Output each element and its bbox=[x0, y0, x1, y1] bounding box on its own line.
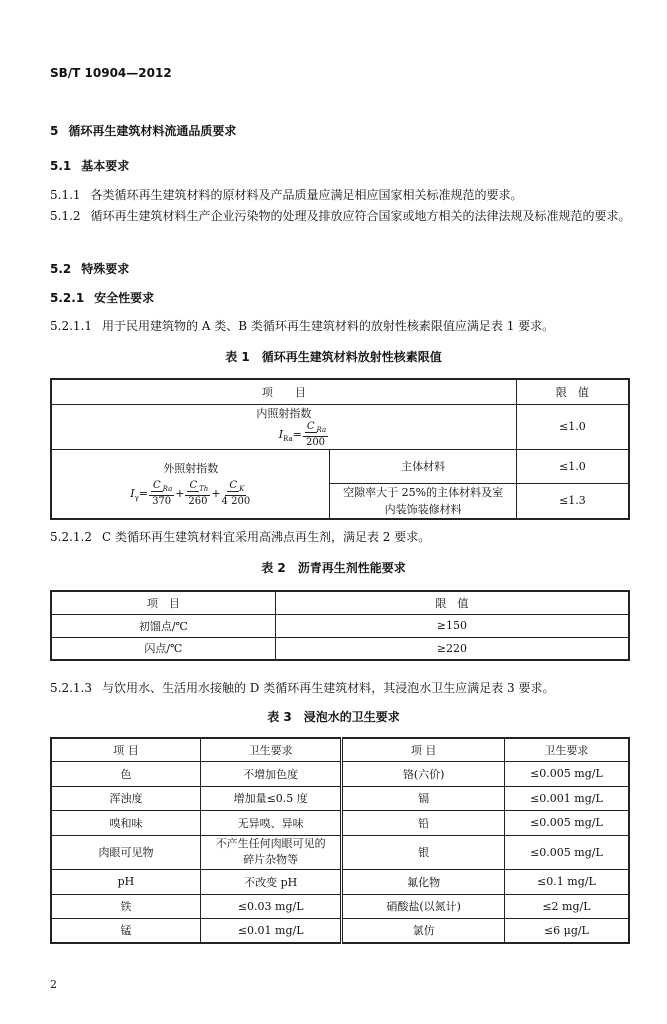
table-row bbox=[51, 449, 629, 483]
formula-subscript: Ra bbox=[283, 434, 293, 443]
table-header-row bbox=[51, 591, 629, 614]
table-cell: 初馏点/℃ bbox=[51, 614, 275, 637]
table-cell: 银 bbox=[342, 835, 504, 869]
internal-index-cell bbox=[51, 404, 516, 449]
formula-symbol: C bbox=[229, 479, 238, 491]
table-cell: 不增加色度 bbox=[200, 761, 342, 786]
table-row bbox=[51, 786, 629, 810]
limit-cell: ≤1.0 bbox=[516, 449, 629, 483]
header-item: 项 目 bbox=[51, 379, 516, 404]
header-cell: 项 目 bbox=[342, 738, 504, 761]
table-row bbox=[51, 918, 629, 943]
table-cell: 硝酸盐(以氮计) bbox=[342, 894, 504, 918]
table-cell: 嗅和味 bbox=[51, 810, 200, 835]
table-cell: 浑浊度 bbox=[51, 786, 200, 810]
table-cell: 镉 bbox=[342, 786, 504, 810]
table-cell: 不产生任何肉眼可见的碎片杂物等 bbox=[200, 835, 342, 869]
table-row bbox=[51, 614, 629, 637]
header-cell: 卫生要求 bbox=[504, 738, 629, 761]
table-cell: 增加量≤0.5 度 bbox=[200, 786, 342, 810]
standard-code: SB/T 10904—2012 bbox=[50, 66, 172, 80]
table-cell: 氯仿 bbox=[342, 918, 504, 943]
clause-number: 5.2.1.3 bbox=[50, 681, 92, 695]
clause-5-2-1-3 bbox=[50, 678, 635, 699]
table-header-row bbox=[51, 738, 629, 761]
table-2 bbox=[50, 590, 630, 661]
table-cell: ≤0.01 mg/L bbox=[200, 918, 342, 943]
clause-text: C 类循环再生建筑材料宜采用高沸点再生剂，满足表 2 要求。 bbox=[101, 530, 431, 544]
formula-subscript: Th bbox=[199, 484, 209, 493]
material-cell: 主体材料 bbox=[330, 449, 516, 483]
header-cell: 卫生要求 bbox=[200, 738, 342, 761]
table-cell: 铬(六价) bbox=[342, 761, 504, 786]
table-cell: ≥220 bbox=[275, 637, 629, 660]
formula-symbol: C bbox=[189, 479, 198, 491]
section-5-2-1-heading bbox=[50, 289, 154, 306]
clause-5-1-2 bbox=[50, 206, 635, 227]
table-cell: ≤0.1 mg/L bbox=[504, 869, 629, 894]
table-row bbox=[51, 810, 629, 835]
section-5-2-heading bbox=[50, 260, 129, 277]
material-cell: 空隙率大于 25%的主体材料及室内装饰装修材料 bbox=[330, 483, 516, 519]
clause-text: 用于民用建筑物的 A 类、B 类循环再生建筑材料的放射性核素限值应满足表 1 要求。 bbox=[101, 319, 555, 333]
table-row bbox=[51, 835, 629, 869]
table-cell: 肉眼可见物 bbox=[51, 835, 200, 869]
section-5-1-heading bbox=[50, 157, 129, 174]
formula-symbol: I bbox=[278, 427, 284, 441]
header-limit: 限 值 bbox=[516, 379, 629, 404]
section-title: 基本要求 bbox=[81, 159, 130, 173]
clause-text: 循环再生建筑材料生产企业污染物的处理及排放应符合国家或地方相关的法律法规及标准规范的要求。 bbox=[90, 209, 631, 223]
clause-text: 各类循环再生建筑材料的原材料及产品质量应满足相应国家相关标准规范的要求。 bbox=[90, 188, 523, 202]
formula-symbol: C bbox=[306, 420, 315, 432]
table-1-title: 表 1 循环再生建筑材料放射性核素限值 bbox=[225, 350, 442, 364]
section-number: 5.2.1 bbox=[50, 291, 85, 305]
formula-denominator: 200 bbox=[305, 436, 326, 448]
table-cell: ≤0.005 mg/L bbox=[504, 810, 629, 835]
formula-subscript: γ bbox=[134, 493, 139, 502]
clause-number: 5.2.1.2 bbox=[50, 530, 92, 544]
table-cell: pH bbox=[51, 869, 200, 894]
section-number: 5 bbox=[50, 124, 59, 138]
table-cell: ≤0.03 mg/L bbox=[200, 894, 342, 918]
clause-5-2-1-1 bbox=[50, 316, 635, 337]
table-cell: ≤0.001 mg/L bbox=[504, 786, 629, 810]
table-cell: ≤2 mg/L bbox=[504, 894, 629, 918]
formula-symbol: I bbox=[130, 486, 135, 500]
clause-number: 5.2.1.1 bbox=[50, 319, 92, 333]
section-title: 特殊要求 bbox=[81, 262, 130, 276]
formula-subscript: Ra bbox=[162, 484, 173, 493]
table-3 bbox=[50, 737, 630, 944]
clause-5-2-1-2 bbox=[50, 527, 635, 548]
table-cell: ≤0.005 mg/L bbox=[504, 761, 629, 786]
table-row bbox=[51, 404, 629, 449]
header-cell: 限 值 bbox=[275, 591, 629, 614]
section-number: 5.2 bbox=[50, 262, 72, 276]
table-header-row bbox=[51, 379, 629, 404]
header-cell: 项 目 bbox=[51, 738, 200, 761]
table-cell: ≤6 μg/L bbox=[504, 918, 629, 943]
table-2-title: 表 2 沥青再生剂性能要求 bbox=[261, 561, 406, 575]
table-cell: 铁 bbox=[51, 894, 200, 918]
table-3-title: 表 3 浸泡水的卫生要求 bbox=[267, 710, 400, 724]
table-row bbox=[51, 869, 629, 894]
clause-number: 5.1.2 bbox=[50, 209, 81, 223]
table-cell: ≤0.005 mg/L bbox=[504, 835, 629, 869]
table-cell: 铅 bbox=[342, 810, 504, 835]
internal-index-label: 内照射指数 bbox=[256, 406, 312, 420]
limit-cell: ≤1.3 bbox=[516, 483, 629, 519]
clause-text: 与饮用水、生活用水接触的 D 类循环再生建筑材料，其浸泡水卫生应满足表 3 要求。 bbox=[101, 681, 555, 695]
clause-number: 5.1.1 bbox=[50, 188, 81, 202]
table-cell: 色 bbox=[51, 761, 200, 786]
external-index-formula: $I_\gamma=$ $\frac{C _{Ra}}{370}$ + $\frac{C _{Th}}{260}$ + $\frac{C _K}{4 200}$ bbox=[130, 479, 251, 507]
external-index-label: 外照射指数 bbox=[163, 461, 219, 475]
formula-denominator: 260 bbox=[188, 495, 208, 507]
section-5-heading bbox=[50, 122, 236, 139]
clause-5-1-1 bbox=[50, 185, 635, 206]
table-cell: 锰 bbox=[51, 918, 200, 943]
table-cell: 闪点/℃ bbox=[51, 637, 275, 660]
page-number: 2 bbox=[50, 978, 57, 991]
formula-symbol: C bbox=[153, 479, 161, 491]
table-cell: ≥150 bbox=[275, 614, 629, 637]
section-title: 循环再生建筑材料流通品质要求 bbox=[68, 124, 237, 138]
formula-denominator: 4 200 bbox=[221, 495, 251, 507]
header-cell: 项 目 bbox=[51, 591, 275, 614]
formula-subscript: K bbox=[239, 484, 245, 493]
formula-subscript: Ra bbox=[316, 425, 327, 434]
table-row bbox=[51, 761, 629, 786]
table-1 bbox=[50, 378, 630, 520]
table-cell: 氟化物 bbox=[342, 869, 504, 894]
table-cell: 无异嗅、异味 bbox=[200, 810, 342, 835]
section-title: 安全性要求 bbox=[94, 291, 155, 305]
table-row bbox=[51, 637, 629, 660]
table-row bbox=[51, 894, 629, 918]
internal-index-formula: $I_{Ra}=$ $\frac{C _{Ra}}{200}$ bbox=[278, 420, 327, 448]
external-index-cell bbox=[51, 449, 330, 519]
internal-limit: ≤1.0 bbox=[516, 404, 629, 449]
section-number: 5.1 bbox=[50, 159, 72, 173]
formula-denominator: 370 bbox=[152, 495, 172, 507]
table-cell: 不改变 pH bbox=[200, 869, 342, 894]
